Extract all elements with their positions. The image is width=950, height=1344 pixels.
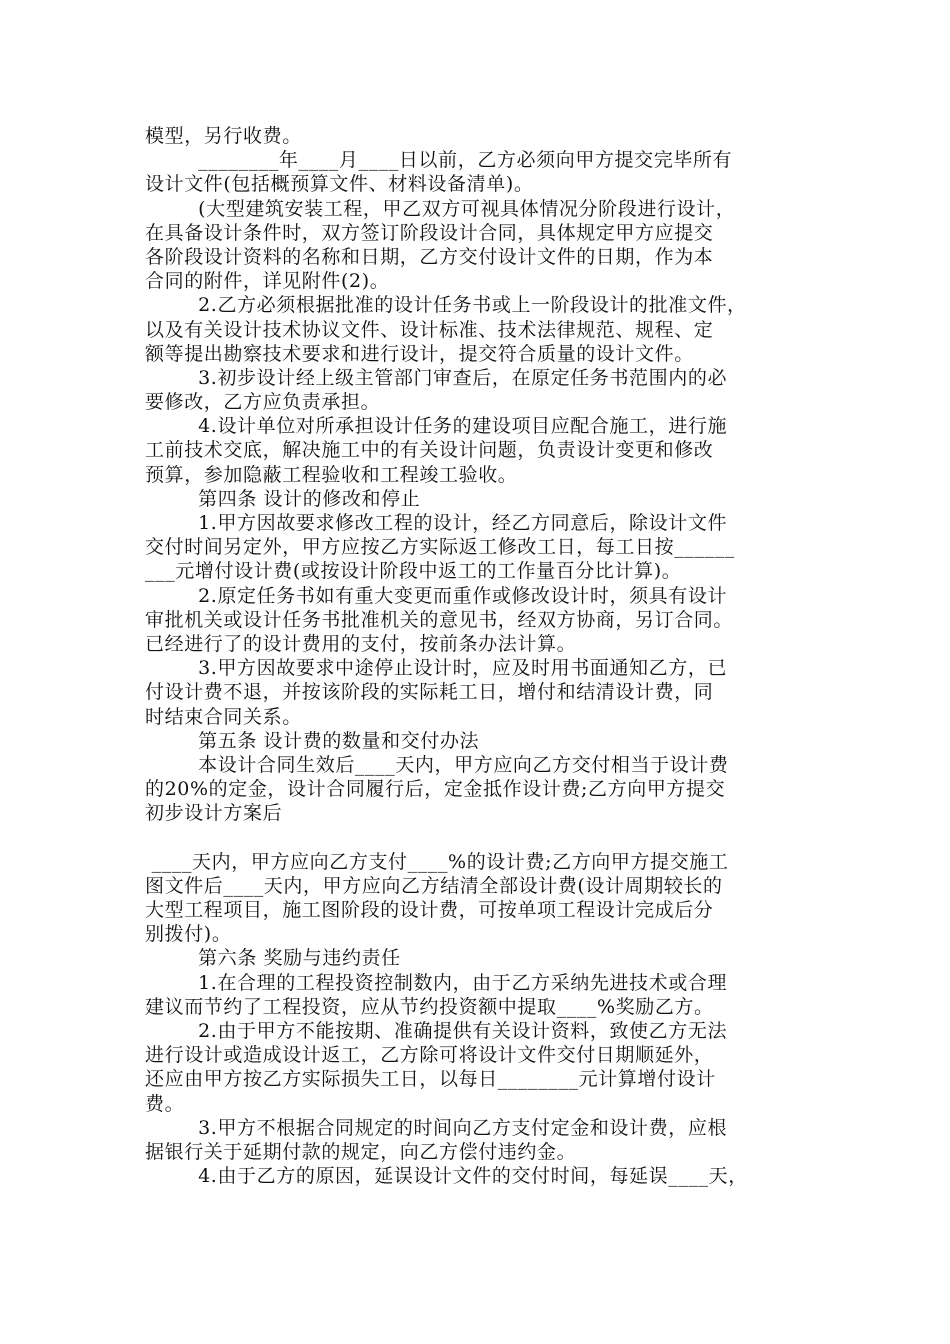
text-line: 初步设计方案后	[145, 802, 283, 825]
text-line: 额等提出勘察技术要求和进行设计，提交符合质量的设计文件。	[145, 342, 694, 365]
text-line: 以及有关设计技术协议文件、设计标准、技术法律规范、规程、定	[145, 318, 714, 341]
text-line: 大型工程项目，施工图阶段的设计费，可按单项工程设计完成后分	[145, 899, 714, 921]
text-line: 第四条 设计的修改和停止	[145, 487, 421, 510]
text-line: (大型建筑安装工程，甲乙双方可视具体情况分阶段进行设计，	[145, 197, 736, 220]
text-line: 审批机关或设计任务书批准机关的意见书，经双方协商，另订合同。	[145, 608, 734, 631]
text-line: ____天内，甲方应向乙方支付____%的设计费;乙方向甲方提交施工	[145, 850, 729, 873]
text-line: 1.甲方因故要求修改工程的设计，经乙方同意后，除设计文件	[145, 512, 728, 534]
text-line: 本设计合同生效后____天内，甲方应向乙方交付相当于设计费	[145, 753, 729, 776]
text-line: 第五条 设计费的数量和交付办法	[145, 729, 480, 752]
text-line: 图文件后____天内，甲方应向乙方结清全部设计费(设计周期较长的	[145, 874, 723, 897]
text-line: 的20%的定金，设计合同履行后，定金抵作设计费;乙方向甲方提交	[145, 778, 726, 801]
text-line: 已经进行了的设计费用的支付，按前条办法计算。	[145, 632, 577, 655]
text-line: 1.在合理的工程投资控制数内，由于乙方采纳先进技术或合理	[145, 971, 728, 994]
text-line: 4.设计单位对所承担设计任务的建设项目应配合施工，进行施	[145, 415, 728, 438]
text-line: 2.由于甲方不能按期、准确提供有关设计资料，致使乙方无法	[145, 1019, 728, 1042]
text-line: 4.由于乙方的原因，延误设计文件的交付时间，每延误____天，	[145, 1165, 748, 1188]
text-line: 在具备设计条件时，双方签订阶段设计合同，具体规定甲方应提交	[145, 221, 714, 244]
text-line: 3.甲方不根据合同规定的时间向乙方支付定金和设计费，应根	[145, 1116, 728, 1139]
text-line: 3.初步设计经上级主管部门审查后，在原定任务书范围内的必	[145, 366, 728, 389]
text-line: 3.甲方因故要求中途停止设计时，应及时用书面通知乙方，已	[145, 657, 728, 680]
text-line: 建议而节约了工程投资，应从节约投资额中提取____%奖励乙方。	[145, 995, 714, 1018]
text-line: 据银行关于延期付款的规定，向乙方偿付违约金。	[145, 1140, 577, 1163]
text-line: 工前技术交底，解决施工中的有关设计问题，负责设计变更和修改	[145, 439, 714, 462]
text-line: 时结束合同关系。	[145, 705, 302, 728]
text-line: 第六条 奖励与违约责任	[145, 947, 401, 970]
text-line: 预算，参加隐蔽工程验收和工程竣工验收。	[145, 463, 518, 486]
text-line: 付设计费不退，并按该阶段的实际耗工日，增付和结清设计费，同	[145, 681, 714, 704]
document-body	[145, 124, 817, 1188]
text-line: 2.原定任务书如有重大变更而重作或修改设计时，须具有设计	[145, 584, 728, 607]
text-line: 别拨付)。	[145, 923, 232, 946]
text-line: ___元增付设计费(或按设计阶段中返工的工作量百分比计算)。	[145, 560, 682, 583]
text-line: 各阶段设计资料的名称和日期，乙方交付设计文件的日期，作为本	[145, 245, 714, 268]
text-line: ________年____月____日以前，乙方必须向甲方提交完毕所有	[145, 149, 733, 172]
blank-line	[145, 825, 817, 849]
text-line: 设计文件(包括概预算文件、材料设备清单)。	[145, 173, 534, 196]
text-line: 还应由甲方按乙方实际损失工日，以每日________元计算增付设计	[145, 1068, 716, 1091]
text-line: 模型，另行收费。	[145, 125, 302, 147]
text-line: 合同的附件，详见附件(2)。	[145, 270, 390, 293]
text-line: 进行设计或造成设计返工，乙方除可将设计文件交付日期顺延外，	[145, 1044, 714, 1067]
text-line: 费。	[145, 1092, 185, 1115]
text-line: 要修改，乙方应负责承担。	[145, 391, 381, 414]
text-line: 2.乙方必须根据批准的设计任务书或上一阶段设计的批准文件，	[145, 294, 747, 317]
text-line: 交付时间另定外，甲方应按乙方实际返工修改工日，每工日按______	[145, 536, 735, 559]
